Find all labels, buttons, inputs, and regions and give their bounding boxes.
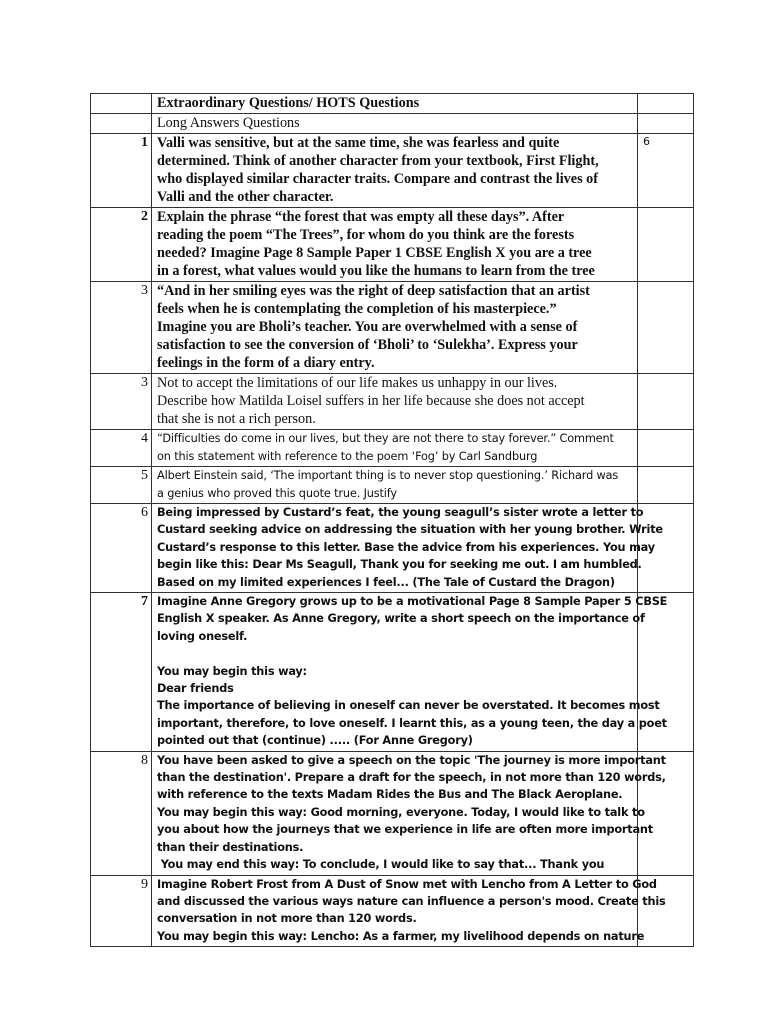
subheader-number-cell [91, 114, 152, 134]
question-number: 8 [91, 751, 152, 875]
table-row [91, 282, 694, 374]
question-line: Custard’s response to this letter. Base the advice from his experiences. You may [157, 540, 655, 554]
header-number-cell [91, 94, 152, 114]
table-row [91, 504, 694, 593]
question-line: with reference to the texts Madam Rides the Bus and The Black Aeroplane. [157, 788, 623, 802]
question-line: You may begin this way: Lencho: As a farmer, my livelihood depends on nature [157, 929, 645, 943]
question-line: reading the poem “The Trees”, for whom do you think are the forests [157, 227, 575, 243]
question-text [152, 374, 638, 430]
question-line: Not to accept the limitations of our life makes us unhappy in our lives. [157, 375, 558, 391]
question-line: a genius who proved this quote true. Justify [157, 486, 397, 500]
question-line: than the destination'. Prepare a draft for the speech, in not more than 120 words, [157, 771, 666, 785]
question-line: “And in her smiling eyes was the right of deep satisfaction that an artist [157, 283, 590, 299]
question-text [152, 467, 638, 504]
question-line: Custard seeking advice on addressing the situation with her young brother. Write [157, 523, 663, 537]
question-line: Valli was sensitive, but at the same time, she was fearless and quite [157, 135, 560, 151]
question-text [152, 134, 638, 208]
blank-line [157, 645, 634, 662]
question-number: 1 [91, 134, 152, 208]
question-number: 4 [91, 430, 152, 467]
question-text [152, 593, 668, 752]
table-row [91, 208, 694, 282]
table-subtitle: Long Answers Questions [152, 114, 638, 134]
question-line: Imagine Anne Gregory grows up to be a motivational Page 8 Sample Paper 5 CBSE [157, 595, 668, 609]
question-text [152, 282, 638, 374]
question-line: and discussed the various ways nature can influence a person's mood. Create this [157, 894, 666, 908]
table-row [91, 751, 694, 875]
table-row [91, 875, 694, 947]
question-line: loving oneself. [157, 629, 248, 643]
question-line: You may begin this way: Good morning, everyone. Today, I would like to talk to [157, 805, 645, 819]
table-header-row [91, 94, 694, 114]
question-line: English X speaker. As Anne Gregory, write a short speech on the importance of [157, 612, 645, 626]
question-line: Describe how Matilda Loisel suffers in her life because she does not accept [157, 393, 585, 409]
table-row [91, 430, 694, 467]
question-number: 6 [91, 504, 152, 593]
question-number: 5 [91, 467, 152, 504]
question-line: “Difficulties do come in our lives, but they are not there to stay forever.” Comment [157, 432, 614, 445]
header-marks-cell [638, 94, 694, 114]
question-line: on this statement with reference to the poem ‘Fog’ by Carl Sandburg [157, 449, 538, 463]
question-line: satisfaction to see the conversion of ‘Bholi’ to ‘Sulekha’. Express your [157, 337, 578, 353]
question-marks [638, 374, 694, 430]
question-number: 7 [91, 593, 152, 752]
question-marks [638, 208, 694, 282]
question-line: Albert Einstein said, ‘The important thing is to never stop questioning.’ Richard was [157, 469, 619, 482]
question-line: Imagine you are Bholi’s teacher. You are overwhelmed with a sense of [157, 319, 578, 335]
question-number: 3 [91, 282, 152, 374]
question-line: Valli and the other character. [157, 189, 334, 205]
question-number: 2 [91, 208, 152, 282]
question-line: than their destinations. [157, 840, 304, 854]
question-text [152, 430, 638, 467]
question-line: feelings in the form of a diary entry. [157, 355, 375, 371]
question-marks [638, 430, 694, 467]
question-text [152, 875, 666, 947]
question-text [152, 208, 638, 282]
table-row [91, 134, 694, 208]
question-marks [638, 282, 694, 374]
question-marks: 6 [638, 134, 694, 208]
question-number: 3 [91, 374, 152, 430]
question-line: determined. Think of another character from your textbook, First Flight, [157, 153, 599, 169]
question-line: Explain the phrase “the forest that was empty all these days”. After [157, 209, 565, 225]
question-line: feels when he is contemplating the completion of his masterpiece.” [157, 301, 557, 317]
question-line: that she is not a rich person. [157, 411, 316, 427]
question-line: You have been asked to give a speech on the topic 'The journey is more important [157, 753, 666, 767]
question-marks [638, 467, 694, 504]
question-text [152, 504, 663, 593]
question-text [152, 751, 666, 875]
question-line: Imagine Robert Frost from A Dust of Snow met with Lencho from A Letter to God [157, 877, 657, 891]
questions-table [90, 93, 694, 947]
question-marks [638, 751, 694, 875]
question-line: Based on my limited experiences I feel... (The Tale of Custard the Dragon) [157, 575, 615, 589]
question-line: begin like this: Dear Ms Seagull, Thank you for seeking me out. I am humbled. [157, 558, 642, 572]
table-row [91, 374, 694, 430]
question-number: 9 [91, 875, 152, 947]
question-line: in a forest, what values would you like the humans to learn from the tree [157, 263, 595, 279]
subheader-marks-cell [638, 114, 694, 134]
question-line: Being impressed by Custard’s feat, the young seagull’s sister wrote a letter to [157, 506, 644, 519]
question-line: important, therefore, to love oneself. I learnt this, as a young teen, the day a poet [157, 716, 667, 730]
question-line: The importance of believing in oneself can never be overstated. It becomes most [157, 699, 660, 713]
table-subheader-row [91, 114, 694, 134]
question-line: Dear friends [157, 682, 234, 696]
question-line: You may end this way: To conclude, I would like to say that... Thank you [157, 858, 605, 872]
question-line: conversation in not more than 120 words. [157, 912, 417, 926]
table-row [91, 467, 694, 504]
question-line: who displayed similar character traits. Compare and contrast the lives of [157, 171, 598, 187]
question-line: you about how the journeys that we experience in life are often more important [157, 823, 653, 837]
question-line: needed? Imagine Page 8 Sample Paper 1 CBSE English X you are a tree [157, 245, 592, 261]
question-line: You may begin this way: [157, 664, 307, 678]
question-line: pointed out that (continue) ..... (For Anne Gregory) [157, 734, 473, 748]
table-row [91, 593, 694, 752]
table-title: Extraordinary Questions/ HOTS Questions [152, 94, 638, 114]
